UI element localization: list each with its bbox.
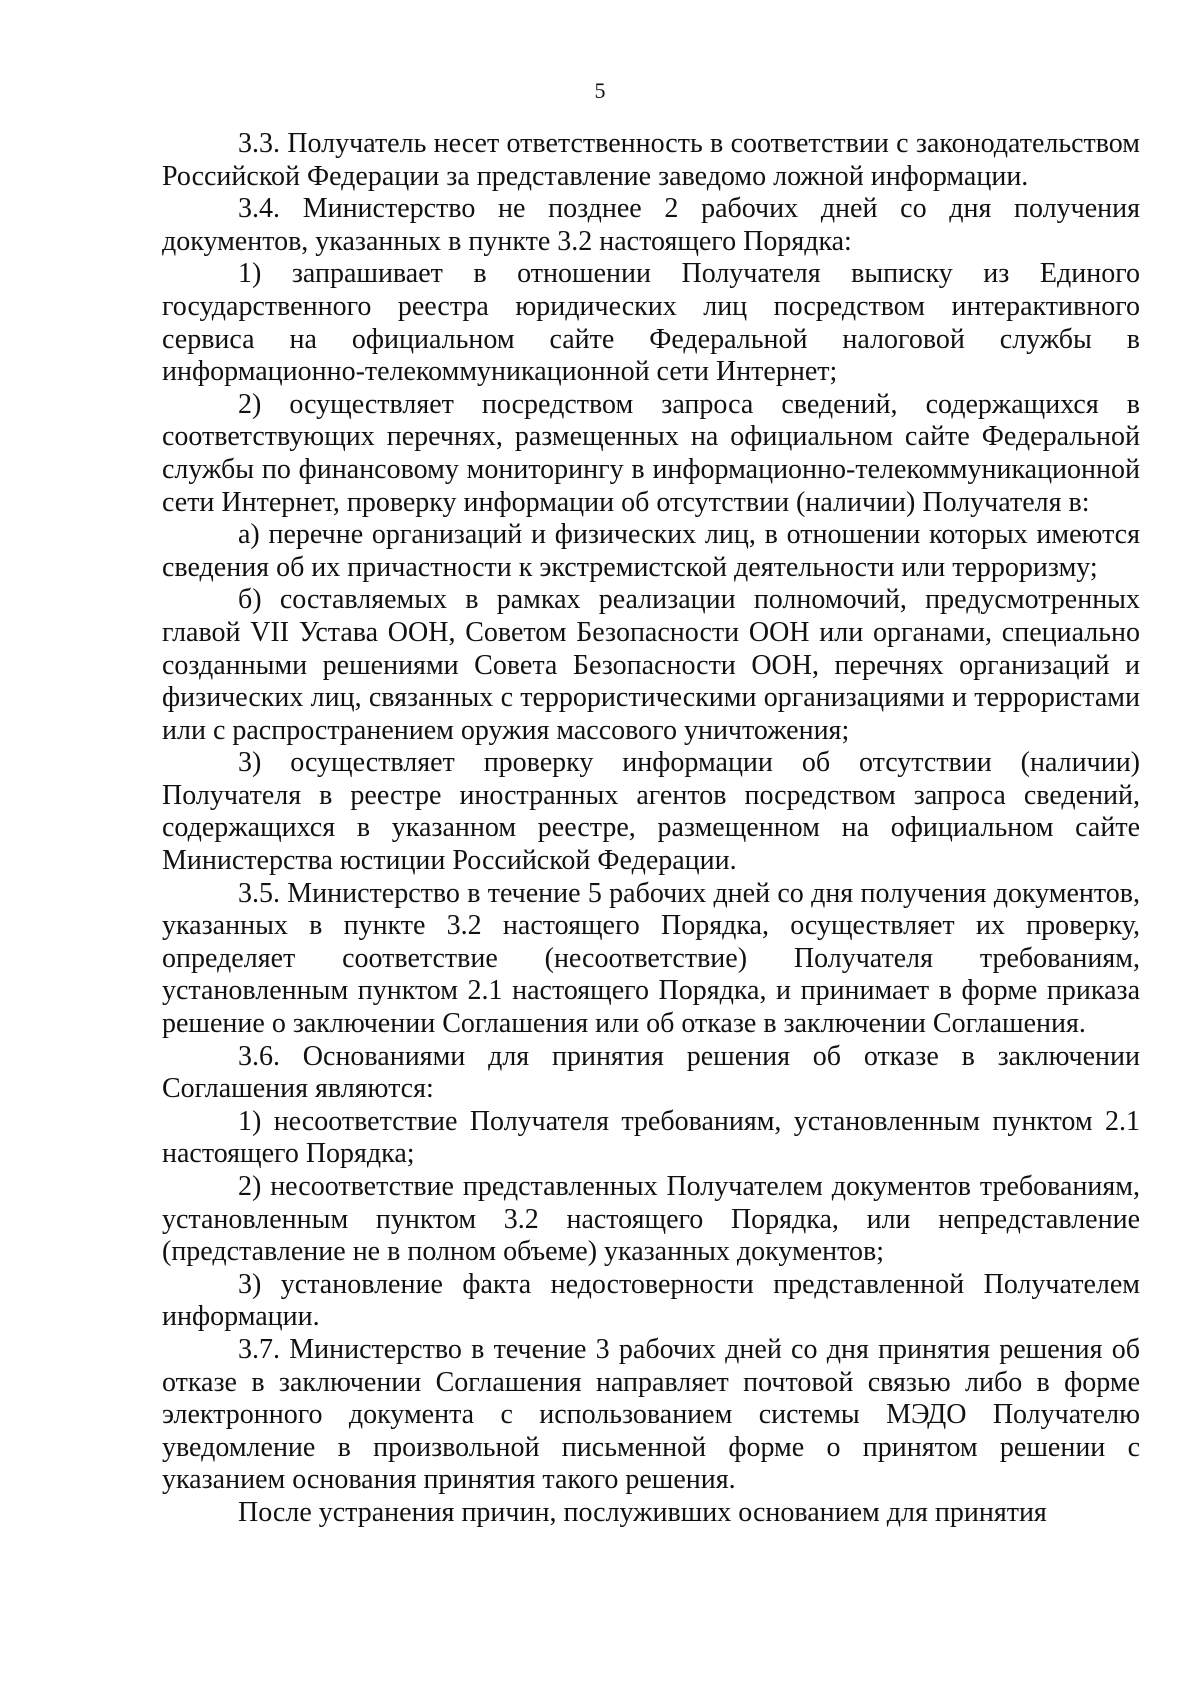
paragraph-3-4-item-2a: а) перечне организаций и физических лиц, в отношении которых имеются сведения об их причастности к экстремистской деятельности или терроризму; [162,519,1140,583]
paragraph-continuation: После устранения причин, послуживших основанием для принятия [238,1496,1047,1528]
paragraph-3-6: 3.6. Основаниями для принятия решения об отказе в заключении Соглашения являются: [162,1040,1140,1105]
paragraph-3-7: 3.7. Министерство в течение 3 рабочих дней со дня принятия решения об отказе в заключении Соглашения направляет почтовой связью либо в форме электронного документа с использованием системы МЭДО Получателю уведомление в произвольной письменной форме о принятом решении с указанием основания принятия такого решения. [162,1333,1140,1496]
paragraph-3-4-item-2b: б) составляемых в рамках реализации полномочий, предусмотренных главой VII Устава ООН, Советом Безопасности ООН или органами, специально созданными решениями Совета Безопасности ООН, перечнях организаций и физических лиц, связанных с террористическими организациями и террористами или с распространением оружия массового уничтожения; [162,584,1140,746]
paragraph-3-4-item-3: 3) осуществляет проверку информации об отсутствии (наличии) Получателя в реестре иностранных агентов посредством запроса сведений, содержащихся в указанном реестре, размещенном на официальном сайте Министерства юстиции Российской Федерации. [162,747,1140,877]
paragraph-3-3: 3.3. Получатель несет ответственность в соответствии с законодательством Российской Федерации за представление заведомо ложной информации. [162,128,1140,192]
document-body [162,128,1140,1530]
paragraph-3-4-item-2: 2) осуществляет посредством запроса сведений, содержащихся в соответствующих перечнях, размещенных на официальном сайте Федеральной службы по финансовому мониторингу в информационно-телекоммуникационной сети Интернет, проверку информации об отсутствии (наличии) Получателя в: [162,388,1140,518]
paragraph-3-6-item-2: 2) несоответствие представленных Получателем документов требованиям, установленным пунктом 3.2 настоящего Порядка, или непредставление (представление не в полном объеме) указанных документов; [162,1171,1140,1268]
paragraph-3-4-item-1: 1) запрашивает в отношении Получателя выписку из Единого государственного реестра юридических лиц посредством интерактивного сервиса на официальном сайте Федеральной налоговой службы в информационно-телекоммуникационной сети Интернет; [162,258,1140,388]
paragraph-3-6-item-1: 1) несоответствие Получателя требованиям, установленным пунктом 2.1 настоящего Порядка; [162,1105,1140,1170]
paragraph-3-5: 3.5. Министерство в течение 5 рабочих дней со дня получения документов, указанных в пункте 3.2 настоящего Порядка, осуществляет их проверку, определяет соответствие (несоответствие) Получателя требованиям, установленным пунктом 2.1 настоящего Порядка, и принимает в форме приказа решение о заключении Соглашения или об отказе в заключении Соглашения. [162,877,1140,1040]
paragraph-3-4: 3.4. Министерство не позднее 2 рабочих дней со дня получения документов, указанных в пункте 3.2 настоящего Порядка: [162,193,1140,257]
page-number: 5 [594,78,606,103]
paragraph-3-6-item-3: 3) установление факта недостоверности представленной Получателем информации. [162,1268,1140,1333]
